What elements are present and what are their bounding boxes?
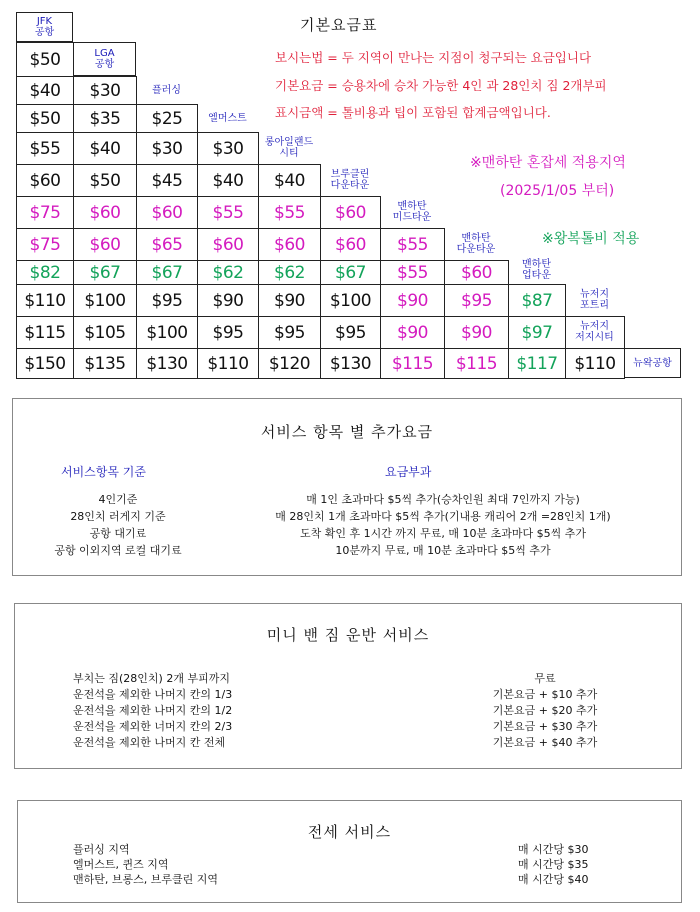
fare-cell: $120: [258, 348, 321, 379]
fare-cell: $95: [444, 284, 509, 317]
fare-cell: $100: [136, 316, 198, 349]
charter-item-name: 엘머스트, 퀸즈 지역: [73, 858, 169, 871]
service-item-name: 4인기준: [98, 493, 138, 506]
minivan-item-name: 운전석을 제외한 나머지 칸의 1/3: [73, 688, 233, 701]
area-header: 맨하탄 다운타운: [456, 233, 496, 255]
service-item-fee: 도착 확인 후 1시간 까지 무료, 매 10분 초과마다 $5씩 추가: [300, 527, 586, 540]
area-header: 플러싱: [152, 84, 181, 96]
service-item-name: 28인치 러게지 기준: [70, 510, 166, 523]
fare-cell: $60: [73, 228, 137, 261]
charter-panel: [17, 800, 682, 903]
fare-cell: $40: [258, 164, 321, 197]
fare-cell: $40: [197, 164, 259, 197]
fare-cell: $67: [73, 260, 137, 285]
fare-cell: $67: [136, 260, 198, 285]
fare-cell: $95: [258, 316, 321, 349]
service-item-name: 공항 이외지역 로컬 대기료: [54, 544, 182, 557]
fare-cell: $50: [16, 104, 74, 133]
charter-title: 전세 서비스: [307, 823, 392, 841]
fare-cell: $97: [508, 316, 566, 349]
area-header: 롱아일랜드 시티: [264, 137, 314, 159]
fare-cell: $130: [320, 348, 381, 379]
fare-cell: $50: [16, 42, 74, 77]
note-how-to-read: 보시는법 = 두 지역이 만나는 지점이 청구되는 요금입니다: [275, 50, 592, 65]
area-header: 엘머스트: [208, 112, 247, 124]
area-header: 뉴저지 저지시티: [575, 321, 614, 343]
area-header: 뉴저지 포트리: [580, 289, 609, 311]
fare-cell: $60: [73, 196, 137, 229]
fare-cell: $75: [16, 228, 74, 261]
charter-item-name: 맨하탄, 브롱스, 브루클린 지역: [73, 873, 218, 886]
manhattan-congestion-date: (2025/1/05 부터): [500, 183, 615, 199]
fare-cell: $90: [444, 316, 509, 349]
fare-cell: $115: [16, 316, 74, 349]
minivan-item-fee: 기본요금 + $40 추가: [492, 736, 598, 749]
fare-cell: $90: [380, 284, 445, 317]
charter-item-fee: 매 시간당 $40: [518, 873, 589, 886]
fare-cell: $62: [258, 260, 321, 285]
area-header: 맨하탄 미드타운: [392, 201, 432, 223]
fare-cell: $30: [136, 132, 198, 165]
fare-cell: $45: [136, 164, 198, 197]
fare-cell: $55: [197, 196, 259, 229]
area-header: 브루클린 다운타운: [330, 169, 370, 191]
fare-cell: $65: [136, 228, 198, 261]
fare-cell: $105: [73, 316, 137, 349]
fare-cell: $95: [136, 284, 198, 317]
fare-cell: $90: [197, 284, 259, 317]
area-header: JFK 공항: [16, 12, 73, 42]
round-trip-toll-note: ※왕복톨비 적용: [542, 231, 640, 247]
minivan-item-fee: 무료: [534, 672, 556, 685]
fare-cell: $95: [197, 316, 259, 349]
fare-cell: $117: [508, 348, 566, 379]
minivan-item-fee: 기본요금 + $10 추가: [492, 688, 598, 701]
services-col2-header: 요금부과: [385, 465, 432, 479]
note-base-fare: 기본요금 = 승용차에 승차 가능한 4인 과 28인치 짐 2개부피: [275, 78, 607, 93]
fare-cell: $60: [16, 164, 74, 197]
fare-table-title: 기본요금표: [300, 16, 378, 34]
service-item-fee: 10분까지 무료, 매 10분 초과마다 $5씩 추가: [335, 544, 551, 557]
services-panel: [12, 398, 682, 576]
fare-cell: $35: [73, 104, 137, 133]
fare-cell: $55: [16, 132, 74, 165]
fare-cell: $95: [320, 316, 381, 349]
fare-cell: $90: [380, 316, 445, 349]
minivan-item-fee: 기본요금 + $30 추가: [492, 720, 598, 733]
minivan-item-name: 운전석을 제외한 나머지 칸 전체: [73, 736, 226, 749]
minivan-item-fee: 기본요금 + $20 추가: [492, 704, 598, 717]
fare-cell: $55: [380, 260, 445, 285]
services-title: 서비스 항목 별 추가요금: [260, 423, 434, 441]
minivan-title: 미니 밴 짐 운반 서비스: [266, 626, 430, 644]
fare-cell: $130: [136, 348, 198, 379]
fare-cell: $90: [258, 284, 321, 317]
fare-cell: $75: [16, 196, 74, 229]
service-item-fee: 매 28인치 1개 초과마다 $5씩 추가(기내용 캐리어 2개 =28인치 1개): [275, 510, 611, 523]
fare-cell: $110: [197, 348, 259, 379]
fare-cell: $40: [73, 132, 137, 165]
fare-cell: $55: [380, 228, 445, 261]
fare-cell: $30: [73, 76, 137, 105]
fare-cell: $135: [73, 348, 137, 379]
minivan-item-name: 운전석을 제외한 나머지 칸의 1/2: [73, 704, 233, 717]
charter-item-fee: 매 시간당 $30: [518, 843, 589, 856]
area-header: LGA 공항: [73, 42, 136, 76]
fare-cell: $60: [320, 196, 381, 229]
services-col1-header: 서비스항목 기준: [61, 465, 146, 479]
fare-cell: $60: [136, 196, 198, 229]
fare-cell: $60: [444, 260, 509, 285]
manhattan-congestion-note: ※맨하탄 혼잡세 적용지역: [470, 155, 626, 171]
area-header: 맨하탄 업타운: [522, 259, 551, 281]
fare-cell: $150: [16, 348, 74, 379]
fare-cell: $67: [320, 260, 381, 285]
minivan-item-name: 부치는 짐(28인치) 2개 부피까지: [73, 672, 230, 685]
charter-item-name: 플러싱 지역: [73, 843, 130, 856]
charter-item-fee: 매 시간당 $35: [518, 858, 589, 871]
fare-cell: $25: [136, 104, 198, 133]
fare-cell: $110: [16, 284, 74, 317]
fare-cell: $115: [380, 348, 445, 379]
note-displayed-amount: 표시금액 = 톨비용과 팁이 포함된 합계금액입니다.: [275, 105, 551, 120]
service-item-name: 공항 대기료: [89, 527, 147, 540]
fare-cell: $110: [565, 348, 625, 379]
fare-cell: $60: [320, 228, 381, 261]
service-item-fee: 매 1인 초과마다 $5씩 추가(승차인원 최대 7인까지 가능): [306, 493, 580, 506]
fare-cell: $100: [320, 284, 381, 317]
fare-cell: $60: [197, 228, 259, 261]
fare-cell: $40: [16, 76, 74, 105]
fare-cell: $115: [444, 348, 509, 379]
area-header: 뉴왁공항: [624, 348, 681, 378]
fare-cell: $62: [197, 260, 259, 285]
fare-cell: $30: [197, 132, 259, 165]
minivan-item-name: 운전석을 제외한 너머지 칸의 2/3: [73, 720, 233, 733]
fare-cell: $55: [258, 196, 321, 229]
fare-cell: $100: [73, 284, 137, 317]
fare-cell: $50: [73, 164, 137, 197]
fare-cell: $87: [508, 284, 566, 317]
fare-cell: $82: [16, 260, 74, 285]
fare-cell: $60: [258, 228, 321, 261]
minivan-panel: [14, 603, 682, 769]
